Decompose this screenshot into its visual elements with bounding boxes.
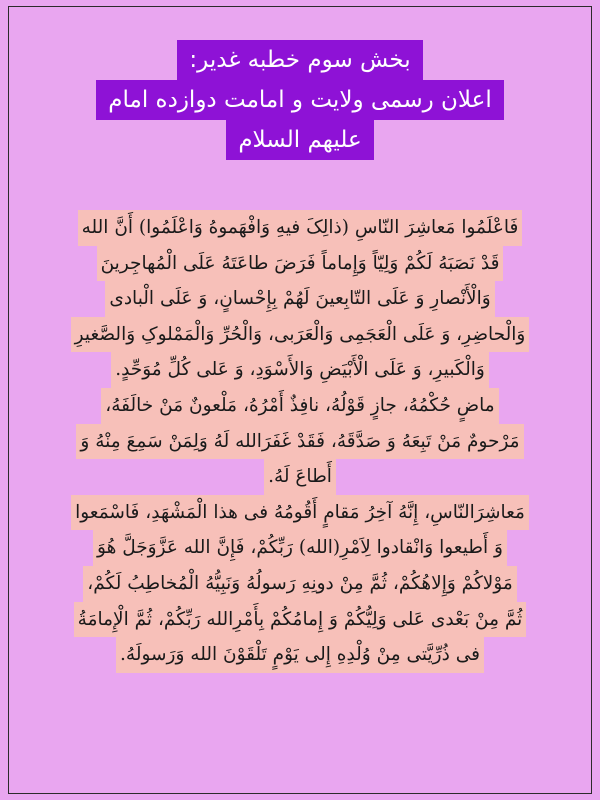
- sermon-text: [40, 210, 560, 673]
- title-line-1: بخش سوم خطبه غدیر:: [177, 40, 422, 80]
- text-line: أَطاعَ لَهُ.: [264, 459, 336, 495]
- text-line: وَالْأَنْصارِ وَ عَلَی التّابِعینَ لَهُمْ بِإِحْسانٍ، وَ عَلَی الْبادی: [105, 281, 494, 317]
- text-line: مَوْلاکُمْ وَإِلاهُکُمْ، ثُمَّ مِنْ دونِهِ رَسولُهُ وَنَبِیُّهُ الْمُخاطِبُ لَکُمْ،: [83, 566, 517, 602]
- text-line: مَعاشِرَالنّاسِ، إِنَّهُ آخِرُ مَقامٍ أَقُومُهُ فی هذا الْمَشْهَدِ، فَاسْمَعوا: [71, 495, 529, 531]
- text-line: وَالْکَبیرِ، وَ عَلَی الْأَبْیَضِ وَالأَسْوَدِ، وَ عَلی کُلِّ مُوَحِّدٍ.: [111, 352, 489, 388]
- text-line: فی ذُرِّیَّتی مِنْ وُلْدِهِ إِلی یَوْمٍ تَلْقَوْنَ الله وَرَسولَهُ.: [116, 637, 484, 673]
- text-line: ثُمَّ مِنْ بَعْدی عَلی وَلِیُّکُمْ وَ إِمامُکُمْ بِأَمْرِالله رَبِّکُمْ، ثُمَّ الْإِمامَةُ: [74, 602, 527, 638]
- text-line: ماضٍ حُکْمُهُ، جازٍ قَوْلُهُ، نافِذٌ أَمْرُهُ، مَلْعونٌ مَنْ خالَفَهُ،: [101, 388, 498, 424]
- title-line-2: اعلان رسمی ولایت و امامت دوازده امام: [96, 80, 503, 120]
- title-line-3: علیهم السلام: [226, 120, 373, 160]
- text-line: مَرْحومٌ مَنْ تَبِعَهُ وَ صَدَّقَهُ، فَقَدْ غَفَرَالله لَهُ وَلِمَنْ سَمِعَ مِنْهُ وَ: [76, 424, 523, 460]
- text-line: قَدْ نَصَبَهُ لَکُمْ وَلِیّاً وَإِماماً فَرَضَ طاعَتَهُ عَلَی الْمُهاجِرینَ: [97, 246, 504, 282]
- text-line: وَ أَطیعوا وَانْقادوا لِاَمْرِ(الله) رَبِّکُمْ، فَإِنَّ الله عَزَّوَجَلَّ هُوَ: [93, 530, 507, 566]
- text-line: وَالْحاضِرِ، وَ عَلَی الْعَجَمِی وَالْعَرَبی، وَالْحُرِّ وَالْمَمْلوکِ وَالصَّغیرِ: [71, 317, 530, 353]
- text-line: فَاعْلَمُوا مَعاشِرَ النّاسِ (ذالِکَ فیهِ وَافْهَموهُ وَاعْلَمُوا) أَنَّ الله: [78, 210, 523, 246]
- title-block: [0, 40, 600, 160]
